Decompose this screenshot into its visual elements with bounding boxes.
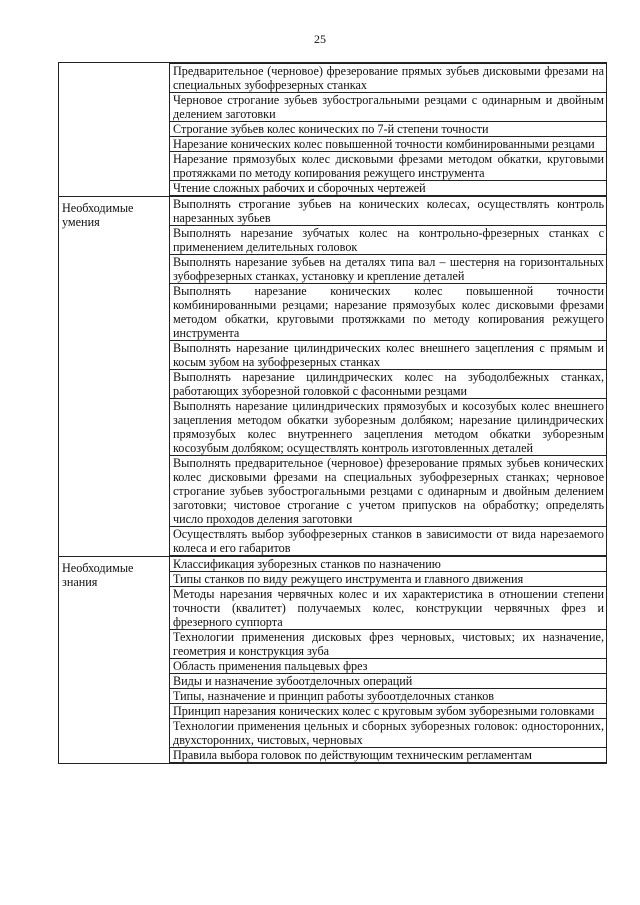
table-cell: Выполнять нарезание зубчатых колес на контрольно-фрезерных станках с применением делительных головок (170, 225, 607, 254)
table-cell: Выполнять нарезание цилиндрических колес на зубодолбежных станках, работающих зуборезной головкой с фасонными резцами (170, 369, 607, 398)
table-cell: Нарезание прямозубых колес дисковыми фрезами методом обкатки, круговыми протяжками по методу копирования режущего инструмента (170, 151, 607, 180)
table-cell: Типы, назначение и принцип работы зубоотделочных станков (170, 688, 607, 703)
table-cell: Выполнять предварительное (черновое) фрезерование прямых зубьев конических колес дисковыми фрезами на специальных зубофрезерных станках; черновое строгание зубьев зубострогальными резцами с одинарным и двойным делением заготовки; чистовое строгание с учетом припусков на обработку; определять число проходов деления заготовки (170, 455, 607, 526)
table-cell: Классификация зуборезных станков по назначению (170, 557, 607, 571)
table-cell: Выполнять нарезание зубьев на деталях типа вал – шестерня на горизонтальных зубофрезерных станках, установку и крепление деталей (170, 254, 607, 283)
table-cell: Чтение сложных рабочих и сборочных чертежей (170, 180, 607, 196)
requirements-table (58, 62, 607, 764)
table-cell: Выполнять нарезание цилиндрических колес внешнего зацепления с прямым и косым зубом на зубофрезерных станках (170, 340, 607, 369)
table-cell: Виды и назначение зубоотделочных операций (170, 673, 607, 688)
table-cell: Строгание зубьев колес конических по 7-й степени точности (170, 121, 607, 136)
table-cell: Принцип нарезания конических колес с круговым зубом зуборезными головками (170, 703, 607, 718)
table-section (58, 196, 607, 556)
table-cell: Осуществлять выбор зубофрезерных станков в зависимости от вида нарезаемого колеса и его габаритов (170, 526, 607, 556)
table-cell: Технологии применения дисковых фрез черновых, чистовых; их назначение, геометрия и конструкция зуба (170, 629, 607, 658)
table-cell: Нарезание конических колес повышенной точности комбинированными резцами (170, 136, 607, 151)
table-cell: Выполнять строгание зубьев на конических колесах, осуществлять контроль нарезанных зубьев (170, 197, 607, 225)
table-section (58, 556, 607, 764)
section-label: Необходимые умения (58, 197, 170, 556)
section-label: Необходимые знания (58, 557, 170, 763)
table-section (58, 62, 607, 196)
table-cell: Методы нарезания червячных колес и их характеристика в отношении степени точности (квалитет) получаемых колес, конструкции червячных фрез и фрезерного суппорта (170, 586, 607, 629)
page-number: 25 (314, 32, 326, 46)
section-items (170, 63, 607, 196)
table-cell: Типы станков по виду режущего инструмента и главного движения (170, 571, 607, 586)
table-cell: Область применения пальцевых фрез (170, 658, 607, 673)
table-cell: Выполнять нарезание конических колес повышенной точности комбинированными резцами; нарезание прямозубых колес дисковыми фрезами методом обкатки, круговыми протяжками по методу копирования режущего инструмента (170, 283, 607, 340)
table-cell: Технологии применения цельных и сборных зуборезных головок: односторонних, двухсторонних, чистовых, черновых (170, 718, 607, 747)
section-items (170, 197, 607, 556)
section-label (58, 63, 170, 196)
table-cell: Выполнять нарезание цилиндрических прямозубых и косозубых колес внешнего зацепления методом обкатки зуборезным долбяком; нарезание цилиндрических прямозубых колес внутреннего зацепления методом обкатки зуборезным косозубым долбяком; осуществлять контроль изготовленных деталей (170, 398, 607, 455)
table-cell: Черновое строгание зубьев зубострогальными резцами с одинарным и двойным делением заготовки (170, 92, 607, 121)
table-cell: Предварительное (черновое) фрезерование прямых зубьев дисковыми фрезами на специальных зубофрезерных станках (170, 63, 607, 92)
section-items (170, 557, 607, 763)
table-cell: Правила выбора головок по действующим техническим регламентам (170, 747, 607, 763)
